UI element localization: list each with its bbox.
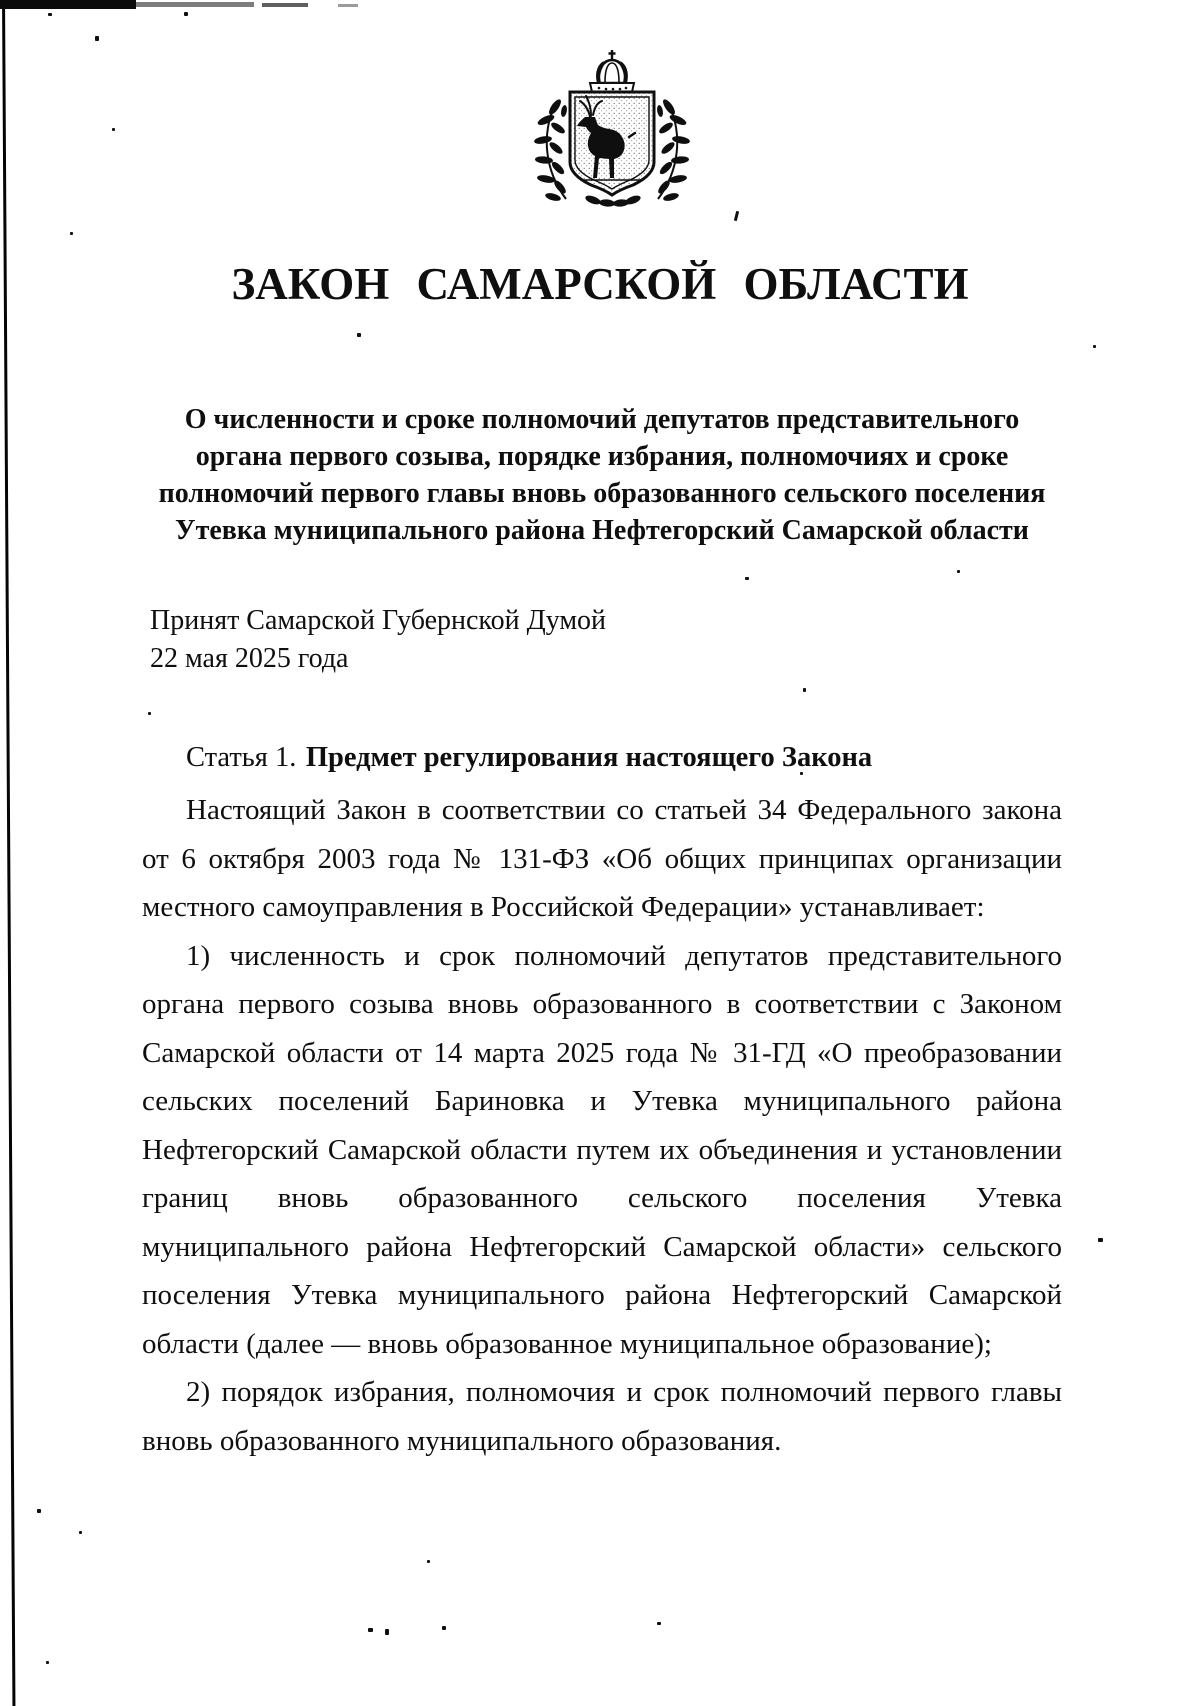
scan-speck <box>427 1560 430 1563</box>
article-label: Статья 1. <box>186 742 297 773</box>
scan-speck <box>442 1626 446 1630</box>
article-1-heading <box>142 741 1064 775</box>
scan-speck <box>734 211 739 221</box>
scan-edge-line <box>2 0 15 1706</box>
scan-top-bar-gray <box>136 2 254 7</box>
scan-top-dash <box>262 3 308 7</box>
scan-speck <box>184 12 188 16</box>
article-title: Предмет регулирования настоящего Закона <box>305 742 873 773</box>
scan-top-bar <box>0 0 136 9</box>
adopted-block <box>150 602 950 678</box>
scan-speck <box>1093 345 1096 348</box>
scan-speck <box>957 570 960 573</box>
scan-speck <box>657 1622 661 1625</box>
adopted-by-line: Принят Самарской Губернской Думой <box>150 605 607 636</box>
law-subject-subtitle <box>137 401 1067 549</box>
subtitle-line: О численности и сроке полномочий депутатов представительного <box>184 404 1020 435</box>
scan-speck <box>385 1629 389 1635</box>
scan-speck <box>1098 1238 1103 1242</box>
scan-speck <box>745 577 749 580</box>
scan-speck <box>48 13 52 16</box>
scan-speck <box>37 1509 41 1513</box>
page-title: ЗАКОН САМАРСКОЙ ОБЛАСТИ <box>231 259 969 309</box>
scan-speck <box>46 1661 49 1664</box>
scan-top-dash <box>338 4 358 7</box>
scan-speck <box>148 712 151 715</box>
paragraph-item-2: 2) порядок избрания, полномочия и срок полномочий первого главы вновь образованного муниципального образования. <box>142 1376 1062 1457</box>
scan-speck <box>357 333 361 337</box>
subtitle-line: полномочий первого главы вновь образованного сельского поселения <box>158 478 1046 509</box>
article-body <box>142 786 1062 1465</box>
scan-speck <box>803 688 806 692</box>
adopted-date-line: 22 мая 2025 года <box>150 643 349 674</box>
paragraph-intro: Настоящий Закон в соответствии со статьей 34 Федерального закона от 6 октября 2003 года № 131-ФЗ «Об общих принципах организации местного самоуправления в Российской Федерации» устанавливает: <box>142 794 1062 923</box>
coat-of-arms-icon <box>533 46 691 208</box>
subtitle-line: органа первого созыва, порядке избрания, полномочиях и сроке <box>195 441 1009 472</box>
subtitle-line: Утевка муниципального района Нефтегорский Самарской области <box>175 515 1029 546</box>
scan-speck <box>95 36 99 41</box>
scan-speck <box>79 1531 82 1534</box>
paragraph-item-1: 1) численность и срок полномочий депутатов представительного органа первого созыва вновь образованного в соответствии с Законом Самарской области от 14 марта 2025 года № 31-ГД «О преобразовании сельских поселений Бариновка и Утевка муниципального района Нефтегорский Самарской области путем их объединения и установлении границ вновь образованного сельского поселения Утевка муниципального района Нефтегорский Самарской области» сельского поселения Утевка муниципального района Нефтегорский Самарской области (далее — вновь образованное муниципальное образование); <box>142 939 1062 1360</box>
scan-speck <box>112 128 115 131</box>
scan-speck <box>368 1628 373 1632</box>
scan-speck <box>70 232 73 235</box>
